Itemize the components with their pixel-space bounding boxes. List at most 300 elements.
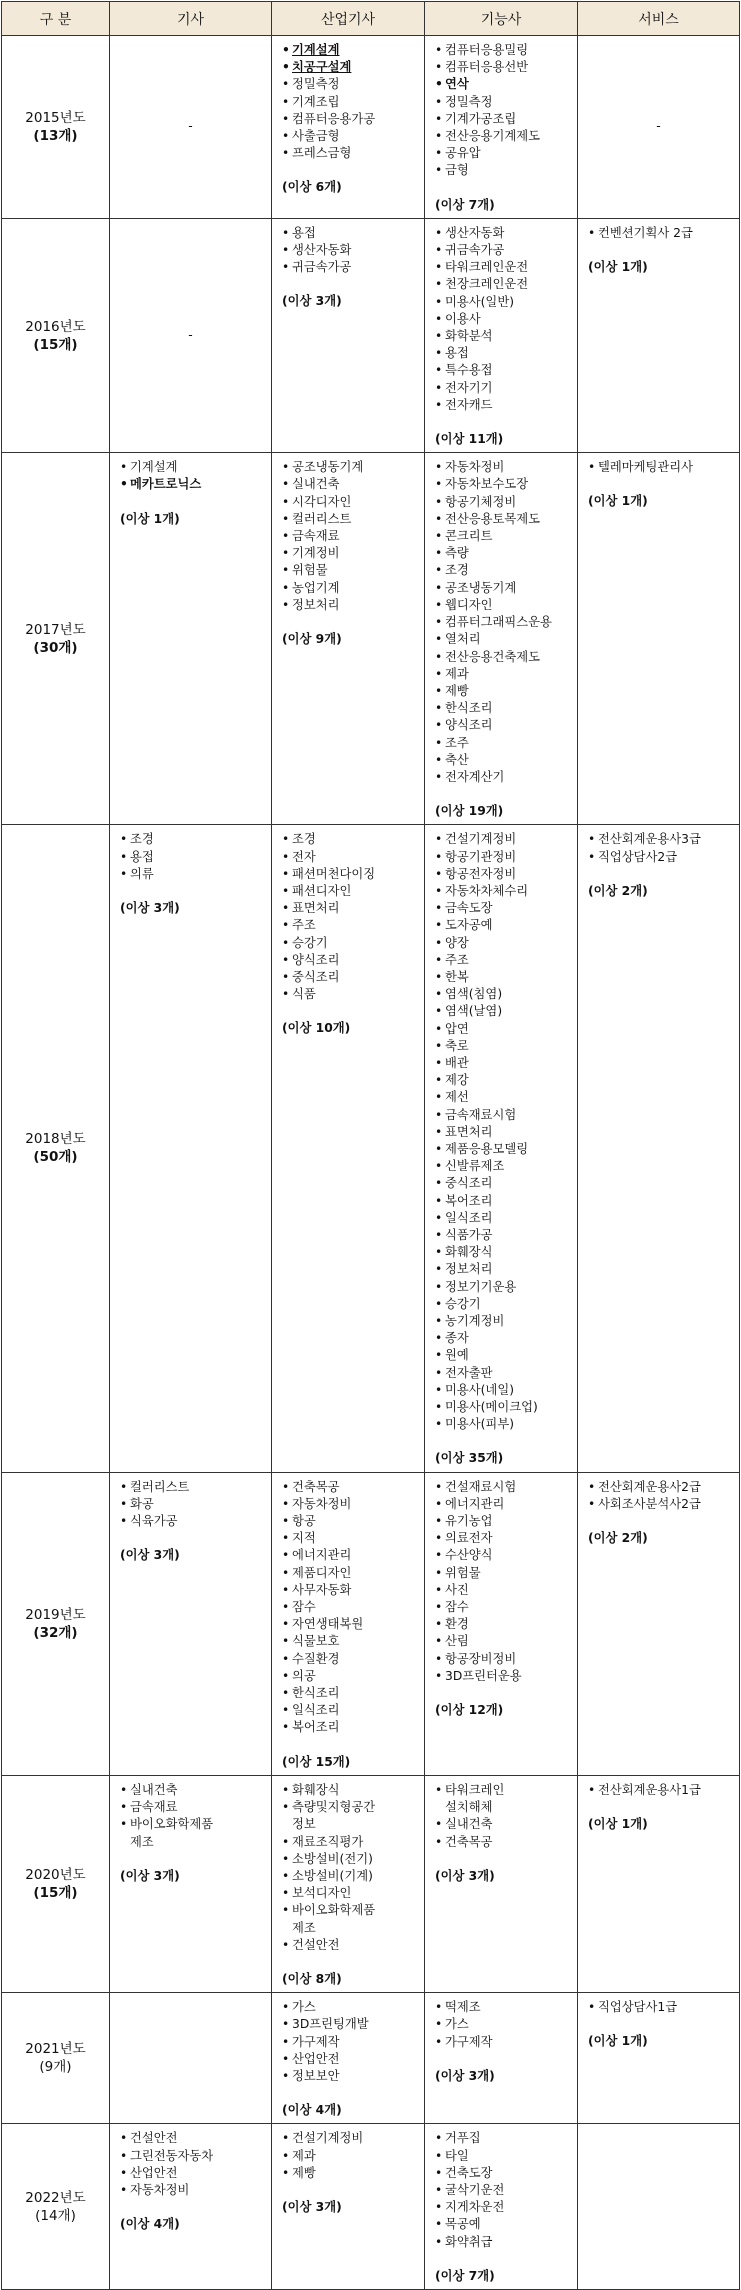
- list-item: • 건설기계정비: [282, 2130, 420, 2147]
- list-item: • 양식조리: [282, 952, 420, 969]
- service-cell: [578, 1775, 740, 1992]
- subtotal-label: (이상 8개): [282, 1971, 342, 1986]
- list-item: • 소방설비(기계): [282, 1868, 420, 1885]
- list-item: • 산업안전: [282, 2051, 420, 2068]
- list-item: • 건축목공: [282, 1479, 420, 1496]
- certification-table: [1, 1, 740, 2290]
- list-item: • 소방설비(전기): [282, 1851, 420, 1868]
- list-item: • 3D프린팅개발: [282, 2016, 420, 2033]
- list-item: • 가스: [282, 1999, 420, 2016]
- list-item: • 정보처리: [282, 597, 420, 614]
- list-item: • 제빵: [282, 2165, 420, 2182]
- list-item: • 금속도장: [435, 900, 573, 917]
- year-label: 2017년도: [25, 621, 86, 638]
- list-item: • 식육가공: [120, 1513, 267, 1530]
- list-item: • 항공기체정비: [435, 494, 573, 511]
- list-item: • 수질환경: [282, 1651, 420, 1668]
- engineer-cell: [110, 825, 272, 1472]
- list-item: • 컴퓨터응용가공: [282, 111, 420, 128]
- list-item: • 에너지관리: [435, 1496, 573, 1513]
- list-item: • 식품가공: [435, 1227, 573, 1244]
- list-item: • 위험물: [435, 1565, 573, 1582]
- year-count: (13개): [33, 127, 78, 144]
- list-item: • 기계가공조립: [435, 111, 573, 128]
- service-cell: [578, 2124, 740, 2290]
- list-item: • 지게차운전: [435, 2199, 573, 2216]
- list-item: • 제과: [282, 2148, 420, 2165]
- list-item: • 측량: [435, 545, 573, 562]
- engineer-cell: [110, 2124, 272, 2290]
- engineer-cell: [110, 453, 272, 825]
- list-item: • 가구제작: [282, 2034, 420, 2051]
- list-item: • 제품응용모델링: [435, 1141, 573, 1158]
- subtotal-label: (이상 1개): [120, 511, 180, 526]
- subtotal-label: (이상 3개): [435, 2068, 495, 2083]
- list-item: • 복어조리: [435, 1193, 573, 1210]
- list-item: • 전자: [282, 849, 420, 866]
- subtotal-label: (이상 7개): [435, 2268, 495, 2283]
- table-row: [2, 2124, 740, 2290]
- list-item: • 축로: [435, 1038, 573, 1055]
- list-item: • 양식조리: [435, 717, 573, 734]
- list-item: • 종자: [435, 1330, 573, 1347]
- certification-list: [282, 225, 420, 277]
- list-item: • 건설재료시험: [435, 1479, 573, 1496]
- list-item: • 정밀측정: [435, 94, 573, 111]
- engineer-cell: [110, 1993, 272, 2124]
- list-item: • 양장: [435, 935, 573, 952]
- list-item: • 사무자동화: [282, 1582, 420, 1599]
- list-item: • 재료조직평가: [282, 1834, 420, 1851]
- certification-list: [435, 2130, 573, 2250]
- list-item: • 프레스금형: [282, 145, 420, 162]
- list-item: • 기계설계: [282, 42, 420, 59]
- list-item: • 한식조리: [435, 700, 573, 717]
- service-cell: [578, 1472, 740, 1775]
- year-count: (50개): [33, 1149, 78, 1166]
- list-item: 제조: [130, 1834, 154, 1849]
- subtotal-label: (이상 4개): [282, 2103, 342, 2118]
- certification-list: [282, 831, 420, 1003]
- list-item: • 화훼장식: [282, 1782, 420, 1799]
- list-item: • 의류: [120, 866, 267, 883]
- list-item: • 표면처리: [282, 900, 420, 917]
- list-item: • 항공기관정비: [435, 849, 573, 866]
- certification-list: [282, 1999, 420, 2085]
- list-item: • 컴퓨터그래픽스운용: [435, 614, 573, 631]
- list-item: • 공조냉동기계: [435, 580, 573, 597]
- subtotal-label: (이상 1개): [588, 494, 648, 509]
- certification-list: [588, 225, 735, 242]
- list-item: • 가구제작: [435, 2034, 573, 2051]
- list-item: • 조경: [435, 562, 573, 579]
- certification-list: [435, 1999, 573, 2051]
- list-item: • 미용사(피부): [435, 1416, 573, 1433]
- list-item: • 측량및지형공간: [282, 1799, 420, 1816]
- list-item: • 타일: [435, 2148, 573, 2165]
- empty-dash: -: [188, 327, 193, 342]
- list-item: • 화공: [120, 1496, 267, 1513]
- list-item: • 제선: [435, 1089, 573, 1106]
- list-item: • 자동차차체수리: [435, 883, 573, 900]
- industrial-engineer-cell: [272, 453, 425, 825]
- list-item: • 보석디자인: [282, 1885, 420, 1902]
- list-item: • 원예: [435, 1347, 573, 1364]
- craftsman-cell: [425, 1993, 578, 2124]
- service-cell: [578, 36, 740, 219]
- list-item: • 자동차정비: [120, 2182, 267, 2199]
- list-item: • 가스: [435, 2016, 573, 2033]
- list-item: • 건설안전: [120, 2130, 267, 2147]
- list-item: • 농업기계: [282, 580, 420, 597]
- list-item: 제조: [292, 1920, 316, 1935]
- list-item: • 생산자동화: [282, 242, 420, 259]
- year-cell: [2, 218, 110, 452]
- list-item: • 식물보호: [282, 1633, 420, 1650]
- list-item: • 신발류제조: [435, 1158, 573, 1175]
- year-count: (14개): [35, 2207, 76, 2224]
- industrial-engineer-cell: [272, 1993, 425, 2124]
- list-item: • 텔레마케팅관리사: [588, 459, 735, 476]
- certification-list: [120, 1479, 267, 1531]
- list-item: • 중식조리: [435, 1175, 573, 1192]
- list-item: • 전자기기: [435, 380, 573, 397]
- list-item: • 조주: [435, 735, 573, 752]
- list-item: • 조경: [282, 831, 420, 848]
- list-item: • 전산응용건축제도: [435, 649, 573, 666]
- list-item: • 제품디자인: [282, 1565, 420, 1582]
- table-row: [2, 825, 740, 1472]
- list-item: • 도자공예: [435, 917, 573, 934]
- craftsman-cell: [425, 825, 578, 1472]
- subtotal-label: (이상 1개): [588, 1817, 648, 1832]
- header-category: 구 분: [2, 2, 110, 36]
- list-item: • 바이오화학제품: [282, 1902, 420, 1919]
- list-item: • 용접: [120, 849, 267, 866]
- craftsman-cell: [425, 453, 578, 825]
- empty-dash: -: [656, 119, 661, 134]
- list-item: • 건설안전: [282, 1937, 420, 1954]
- list-item: • 건설기계정비: [435, 831, 573, 848]
- service-cell: [578, 825, 740, 1472]
- list-item: • 식품: [282, 986, 420, 1003]
- list-item: • 기계설계: [120, 459, 267, 476]
- list-item: • 기계조립: [282, 94, 420, 111]
- certification-list: [435, 42, 573, 180]
- list-item: • 정밀측정: [282, 76, 420, 93]
- certification-list: [435, 1479, 573, 1685]
- list-item: • 잠수: [282, 1599, 420, 1616]
- list-item: • 직업상담사2급: [588, 849, 735, 866]
- industrial-engineer-cell: [272, 2124, 425, 2290]
- list-item: • 타워크레인: [435, 1782, 573, 1799]
- list-item: • 화학분석: [435, 328, 573, 345]
- subtotal-label: (이상 3개): [282, 2199, 342, 2214]
- list-item: • 특수용접: [435, 362, 573, 379]
- list-item: • 이용사: [435, 311, 573, 328]
- certification-list: [588, 1999, 735, 2016]
- list-item: • 화약취급: [435, 2234, 573, 2251]
- list-item: • 의공: [282, 1668, 420, 1685]
- year-count: (30개): [33, 639, 78, 656]
- industrial-engineer-cell: [272, 825, 425, 1472]
- list-item: • 생산자동화: [435, 225, 573, 242]
- craftsman-cell: [425, 218, 578, 452]
- list-item: • 제과: [435, 666, 573, 683]
- subtotal-label: (이상 3개): [120, 900, 180, 915]
- table-row: [2, 1472, 740, 1775]
- list-item: • 공유압: [435, 145, 573, 162]
- certification-list: [120, 459, 267, 493]
- list-item: • 사진: [435, 1582, 573, 1599]
- subtotal-label: (이상 1개): [588, 260, 648, 275]
- list-item: 정보: [292, 1817, 316, 1832]
- list-item: • 컬러리스트: [282, 511, 420, 528]
- header-industrial-engineer: 산업기사: [272, 2, 425, 36]
- list-item: • 패션머천다이징: [282, 866, 420, 883]
- subtotal-label: (이상 3개): [282, 294, 342, 309]
- engineer-cell: [110, 36, 272, 219]
- subtotal-label: (이상 11개): [435, 432, 504, 447]
- list-item: • 전산회계운용사1급: [588, 1782, 735, 1799]
- list-item: • 굴삭기운전: [435, 2182, 573, 2199]
- list-item: • 잠수: [435, 1599, 573, 1616]
- list-item: • 승강기: [282, 935, 420, 952]
- engineer-cell: [110, 1472, 272, 1775]
- engineer-cell: [110, 1775, 272, 1992]
- subtotal-label: (이상 7개): [435, 197, 495, 212]
- certification-list: [435, 1782, 573, 1851]
- subtotal-label: (이상 35개): [435, 1451, 504, 1466]
- list-item: • 금속재료시험: [435, 1107, 573, 1124]
- craftsman-cell: [425, 36, 578, 219]
- list-item: • 사출금형: [282, 128, 420, 145]
- list-item: • 전산응용기계제도: [435, 128, 573, 145]
- list-item: • 사회조사분석사2급: [588, 1496, 735, 1513]
- list-item: • 타워크레인운전: [435, 259, 573, 276]
- list-item: • 항공장비정비: [435, 1651, 573, 1668]
- industrial-engineer-cell: [272, 218, 425, 452]
- list-item: • 메카트로닉스: [120, 476, 267, 493]
- subtotal-label: (이상 19개): [435, 804, 504, 819]
- list-item: • 일식조리: [282, 1702, 420, 1719]
- subtotal-label: (이상 12개): [435, 1703, 504, 1718]
- list-item: • 컬러리스트: [120, 1479, 267, 1496]
- list-item: • 자동차정비: [282, 1496, 420, 1513]
- certification-list: [120, 1782, 267, 1851]
- subtotal-label: (이상 6개): [282, 180, 342, 195]
- list-item: • 금속재료: [282, 528, 420, 545]
- certification-list: [588, 1782, 735, 1799]
- craftsman-cell: [425, 2124, 578, 2290]
- list-item: • 전산회계운용사2급: [588, 1479, 735, 1496]
- subtotal-label: (이상 10개): [282, 1021, 351, 1036]
- list-item: • 기계정비: [282, 545, 420, 562]
- list-item: 설치해체: [445, 1800, 493, 1815]
- header-engineer: 기사: [110, 2, 272, 36]
- list-item: • 정보기기운용: [435, 1279, 573, 1296]
- list-item: • 치공구설계: [282, 59, 420, 76]
- list-item: • 용접: [282, 225, 420, 242]
- list-item: • 귀금속가공: [435, 242, 573, 259]
- list-item: • 실내건축: [435, 1816, 573, 1833]
- year-count: (15개): [33, 1885, 78, 1901]
- certification-list: [588, 1479, 735, 1513]
- subtotal-label: (이상 1개): [588, 2034, 648, 2049]
- list-item: • 의료전자: [435, 1530, 573, 1547]
- list-item: • 표면처리: [435, 1124, 573, 1141]
- list-item: • 바이오화학제품: [120, 1816, 267, 1833]
- list-item: • 항공전자정비: [435, 866, 573, 883]
- list-item: • 실내건축: [282, 476, 420, 493]
- certification-list: [282, 1782, 420, 1954]
- list-item: • 그린전동자동차: [120, 2148, 267, 2165]
- certification-list: [282, 2130, 420, 2182]
- list-item: • 전자계산기: [435, 769, 573, 786]
- certification-list: [435, 225, 573, 414]
- list-item: • 염색(날염): [435, 1003, 573, 1020]
- service-cell: [578, 1993, 740, 2124]
- list-item: • 직업상담사1급: [588, 1999, 735, 2016]
- subtotal-label: (이상 3개): [120, 1548, 180, 1563]
- list-item: • 떡제조: [435, 1999, 573, 2016]
- year-label: 2018년도: [25, 1131, 86, 1148]
- year-label: 2021년도: [25, 2041, 86, 2058]
- list-item: • 지적: [282, 1530, 420, 1547]
- year-cell: [2, 1993, 110, 2124]
- subtotal-label: (이상 3개): [120, 1868, 180, 1883]
- year-count: (15개): [33, 336, 78, 353]
- list-item: • 콘크리트: [435, 528, 573, 545]
- list-item: • 전산응용토목제도: [435, 511, 573, 528]
- craftsman-cell: [425, 1775, 578, 1992]
- header-row: [2, 2, 740, 36]
- subtotal-label: (이상 4개): [120, 2217, 180, 2232]
- list-item: • 컴퓨터응용선반: [435, 59, 573, 76]
- list-item: • 화훼장식: [435, 1244, 573, 1261]
- list-item: • 한복: [435, 969, 573, 986]
- list-item: • 전자캐드: [435, 397, 573, 414]
- list-item: • 거푸집: [435, 2130, 573, 2147]
- table-row: [2, 1993, 740, 2124]
- list-item: • 미용사(일반): [435, 294, 573, 311]
- list-item: • 항공: [282, 1513, 420, 1530]
- subtotal-label: (이상 2개): [588, 883, 648, 898]
- list-item: • 주조: [435, 952, 573, 969]
- list-item: • 건축목공: [435, 1834, 573, 1851]
- list-item: • 농기계정비: [435, 1313, 573, 1330]
- list-item: • 웹디자인: [435, 597, 573, 614]
- list-item: • 환경: [435, 1616, 573, 1633]
- list-item: • 산업안전: [120, 2165, 267, 2182]
- list-item: • 연삭: [435, 76, 573, 93]
- list-item: • 산림: [435, 1633, 573, 1650]
- list-item: • 컨벤션기획사 2급: [588, 225, 735, 242]
- year-cell: [2, 1775, 110, 1992]
- certification-list: [282, 459, 420, 614]
- year-cell: [2, 453, 110, 825]
- certification-list: [435, 831, 573, 1433]
- list-item: • 염색(침염): [435, 986, 573, 1003]
- service-cell: [578, 218, 740, 452]
- table-row: [2, 218, 740, 452]
- list-item: • 에너지관리: [282, 1547, 420, 1564]
- industrial-engineer-cell: [272, 1775, 425, 1992]
- subtotal-label: (이상 2개): [588, 1531, 648, 1546]
- year-label: 2020년도: [25, 1867, 86, 1883]
- list-item: • 자동차보수도장: [435, 476, 573, 493]
- header-service: 서비스: [578, 2, 740, 36]
- list-item: • 제빵: [435, 683, 573, 700]
- list-item: • 패션디자인: [282, 883, 420, 900]
- list-item: • 미용사(메이크업): [435, 1399, 573, 1416]
- list-item: • 전산회계운용사3급: [588, 831, 735, 848]
- year-cell: [2, 2124, 110, 2290]
- list-item: • 일식조리: [435, 1210, 573, 1227]
- subtotal-label: (이상 15개): [282, 1754, 351, 1769]
- empty-dash: -: [188, 119, 193, 134]
- list-item: • 제강: [435, 1072, 573, 1089]
- list-item: • 컴퓨터응용밀링: [435, 42, 573, 59]
- list-item: • 위험물: [282, 562, 420, 579]
- year-label: 2016년도: [25, 318, 86, 335]
- table-row: [2, 453, 740, 825]
- year-cell: [2, 36, 110, 219]
- list-item: • 자동차정비: [435, 459, 573, 476]
- year-label: 2019년도: [25, 1606, 86, 1623]
- list-item: • 압연: [435, 1021, 573, 1038]
- list-item: • 정보처리: [435, 1261, 573, 1278]
- list-item: • 복어조리: [282, 1719, 420, 1736]
- list-item: • 조경: [120, 831, 267, 848]
- list-item: • 용접: [435, 345, 573, 362]
- list-item: • 중식조리: [282, 969, 420, 986]
- certification-list: [120, 831, 267, 883]
- certification-list: [588, 831, 735, 865]
- list-item: • 건축도장: [435, 2165, 573, 2182]
- year-count: (32개): [33, 1624, 78, 1641]
- list-item: • 열처리: [435, 631, 573, 648]
- year-label: 2022년도: [25, 2189, 86, 2206]
- table-row: [2, 36, 740, 219]
- list-item: • 금형: [435, 162, 573, 179]
- engineer-cell: [110, 218, 272, 452]
- list-item: • 귀금속가공: [282, 259, 420, 276]
- list-item: • 한식조리: [282, 1685, 420, 1702]
- header-craftsman: 기능사: [425, 2, 578, 36]
- list-item: • 실내건축: [120, 1782, 267, 1799]
- list-item: • 미용사(네일): [435, 1382, 573, 1399]
- list-item: • 정보보안: [282, 2068, 420, 2085]
- industrial-engineer-cell: [272, 36, 425, 219]
- certification-list: [588, 459, 735, 476]
- list-item: • 전자출판: [435, 1365, 573, 1382]
- table-row: [2, 1775, 740, 1992]
- certification-list: [120, 2130, 267, 2199]
- industrial-engineer-cell: [272, 1472, 425, 1775]
- service-cell: [578, 453, 740, 825]
- list-item: • 시각디자인: [282, 494, 420, 511]
- subtotal-label: (이상 9개): [282, 632, 342, 647]
- year-cell: [2, 1472, 110, 1775]
- craftsman-cell: [425, 1472, 578, 1775]
- year-cell: [2, 825, 110, 1472]
- list-item: • 축산: [435, 752, 573, 769]
- list-item: • 목공예: [435, 2216, 573, 2233]
- list-item: • 3D프린터운용: [435, 1668, 573, 1685]
- certification-list: [435, 459, 573, 786]
- list-item: • 자연생태복원: [282, 1616, 420, 1633]
